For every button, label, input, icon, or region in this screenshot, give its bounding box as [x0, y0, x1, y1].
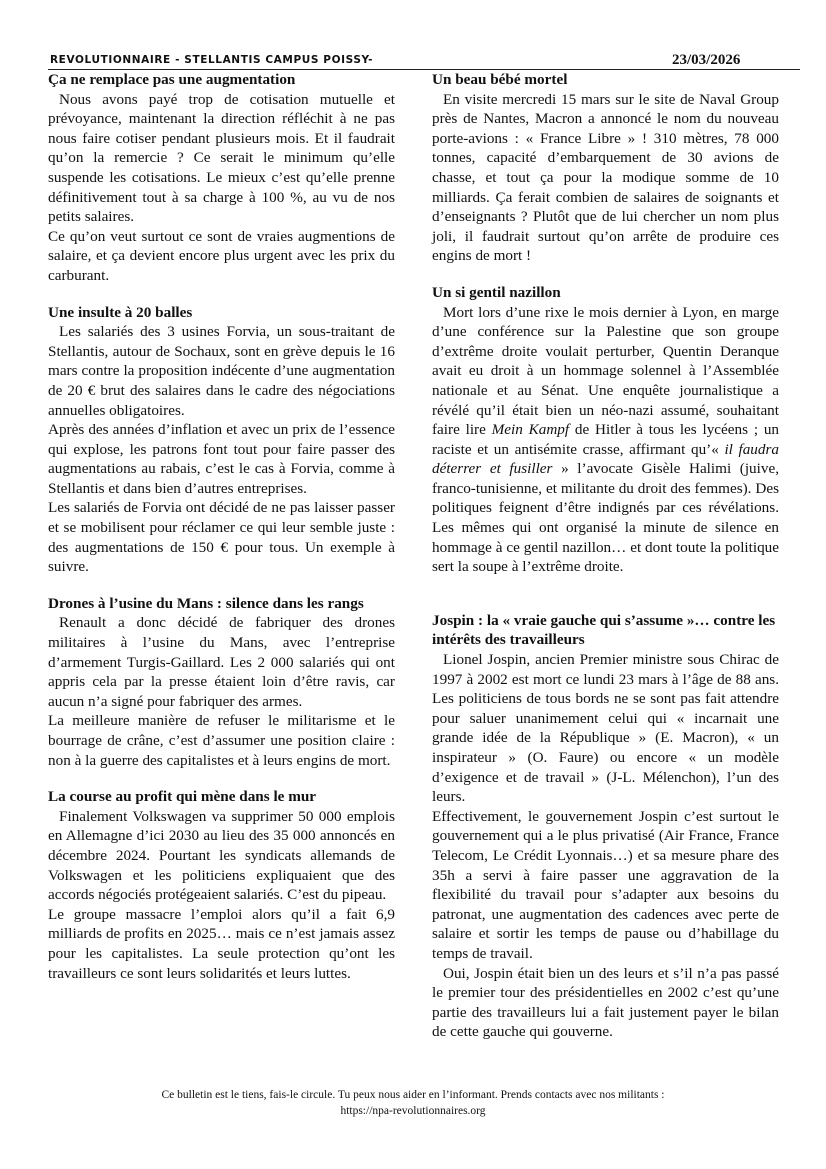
article-title: Drones à l’usine du Mans : silence dans les rangs	[48, 594, 364, 612]
page-header	[48, 53, 800, 70]
footer-text: Ce bulletin est le tiens, fais-le circule. Tu peux nous aider en l’informant. Prends contacts avec nos militants :	[161, 1089, 665, 1101]
article-paragraph: Effectivement, le gouvernement Jospin c’est surtout le gouvernement qui a le plus privatisé (Air France, France Telecom, Le Crédit Lyonnais…) et sa mesure phare des 35h a servi à faire passer une aggravation de la flexibilité du travail pour s’adapter aux besoins du patronat, une augmentation des cadences avec perte de salaire et sortir les temps de pause ou d’habillage du temps de travail.	[432, 807, 779, 962]
article-drones	[48, 594, 395, 770]
article-paragraph: Le groupe massacre l’emploi alors qu’il a fait 6,9 milliards de profits en 2025… mais ce n’est jamais assez pour les capitalistes. La seule protection qu’ont les travailleurs ce sont leurs solidarités et leurs luttes.	[48, 905, 395, 982]
right-column	[432, 70, 779, 1042]
article-jospin	[432, 611, 779, 1042]
article-porte-avions	[432, 70, 779, 266]
article-paragraph: Oui, Jospin était bien un des leurs et s’il n’a pas passé le premier tour des présidentielles en 2002 c’est qu’une partie des travailleurs lui a fait justement payer le bilan de cette gauche qui gouverne.	[432, 964, 779, 1041]
article-title: Une insulte à 20 balles	[48, 303, 193, 321]
article-nazillon	[432, 283, 779, 577]
article-paragraph: Les salariés des 3 usines Forvia, un sous-traitant de Stellantis, autour de Sochaux, sont en grève depuis le 16 mars contre la proposition indécente d’une augmentation de 20 € brut des salaires dans le cadre des négociations annuelles obligatoires.	[48, 323, 395, 419]
text-segment: Mort lors d’une rixe le mois dernier à Lyon, en marge d’une conférence sur la Palestine que son groupe d’extrême droite voulait perturber, Quentin Deranque avait eu droit à un hommage solennel à l’Assemblée nationale et au Sénat. Une enquête journalistique a révélé qu’il était bien un néo-nazi assumé, souhaitant faire lire	[432, 303, 779, 439]
article-paragraph: En visite mercredi 15 mars sur le site de Naval Group près de Nantes, Macron a annoncé le nom du nouveau porte-avions : « France Libre » ! 310 mètres, 78 000 tonnes, capacité d’embarquement de 30 avions de chasse, et tout ça pour la modique somme de 10 milliards. Ça ferait combien de salaires de soignants et d’enseignants ? Plutôt que de lui chercher un nom plus joli, il faudrait surtout qu’on arrête de produire ces engins de mort !	[432, 90, 779, 265]
article-paragraph: Ce qu’on veut surtout ce sont de vraies augmentions de salaire, et ça devient encore plus urgent avec les prix du carburant.	[48, 227, 395, 284]
article-title: Un si gentil nazillon	[432, 283, 561, 301]
text-segment: de Hitler à tous les lycéens ; un raciste et un antisémite crasse, affirmant qu’«	[432, 421, 780, 458]
left-column	[48, 70, 395, 983]
article-paragraph: Renault a donc décidé de fabriquer des drones militaires à l’usine du Mans, avec l’entreprise d’armement Turgis-Gaillard. Les 2 000 salariés qui ont appris cela par la presse étaient loin d’être ravis, car aucun n’a signé pour fabriquer des armes.	[48, 614, 395, 710]
article-title: Un beau bébé mortel	[432, 71, 568, 88]
book-title: Mein Kampf	[491, 421, 570, 439]
article-paragraph: La meilleure manière de refuser le militarisme et le bourrage de crâne, c’est d’assumer une position claire : non à la guerre des capitalistes et à leurs engins de mort.	[48, 712, 395, 769]
article-forvia	[48, 303, 395, 577]
article-title: La course au profit qui mène dans le mur	[48, 788, 317, 806]
article-paragraph	[432, 303, 779, 577]
bulletin-title: REVOLUTIONNAIRE - STELLANTIS CAMPUS POISSY-	[50, 54, 374, 66]
article-paragraph: Nous avons payé trop de cotisation mutuelle et prévoyance, maintenant la direction réfléchit à ne pas nous faire cotiser pendant plusieurs mois. Et il faudrait qu’on la remercie ? Ce serait le minimum qu’elle suspende les cotisations. Le mieux c’est qu’elle prenne définitivement tout à sa charge à 100 %, au vu de nos petits salaires.	[48, 90, 395, 226]
article-paragraph: Les salariés de Forvia ont décidé de ne pas laisser passer et se mobilisent pour réclamer ce qui leur semble juste : des augmentations de 150 € pour tous. Un exemple à suivre.	[48, 499, 395, 576]
bulletin-date: 23/03/2026	[672, 52, 741, 68]
article-title: Ça ne remplace pas une augmentation	[48, 71, 296, 88]
website-link[interactable]: https://npa-revolutionnaires.org	[340, 1104, 486, 1117]
page-footer	[60, 1088, 766, 1119]
article-paragraph: Finalement Volkswagen va supprimer 50 000 emplois en Allemagne d’ici 2030 au lieu des 35 000 annoncés en décembre 2024. Pourtant les syndicats allemands de Volkswagen et les politiciens expliquaient que des accords négociés protégeaient salariés. C’est du pipeau.	[48, 807, 395, 904]
article-paragraph: Après des années d’inflation et avec un prix de l’essence qui explose, les patrons font tout pour faire passer des augmentations au rabais, c’est le cas à Forvia, comme à Stellantis et dans bien d’autres entreprises.	[48, 421, 395, 497]
text-segment: » l’avocate Gisèle Halimi (juive, franco-tunisienne, et militante du droit des femmes). Des politiques feignent d’être indignés par ces révélations. Les mêmes qui ont organisé la minute de silence en hommage à ce gentil nazillon… et dont toute la politique sert la soupe à l’extrême droite.	[432, 460, 779, 576]
article-title: Jospin : la « vraie gauche qui s’assume »… contre les intérêts des travailleurs	[432, 611, 776, 649]
article-paragraph: Lionel Jospin, ancien Premier ministre sous Chirac de 1997 à 2002 est mort ce lundi 23 mars à l’âge de 88 ans. Les politiciens de tous bords ne se sont pas fait attendre pour saluer unanimement celui qui « incarnait une grande idée de la République » (E. Macron), « un inspirateur » (O. Faure) ou encore « un modèle d’exigence et de travail » (J-L. Mélenchon), l’un des leurs.	[432, 651, 779, 806]
quotation: il faudra déterrer et fusiller	[432, 440, 779, 478]
article-mutuelle	[48, 70, 395, 286]
article-volkswagen	[48, 787, 395, 983]
